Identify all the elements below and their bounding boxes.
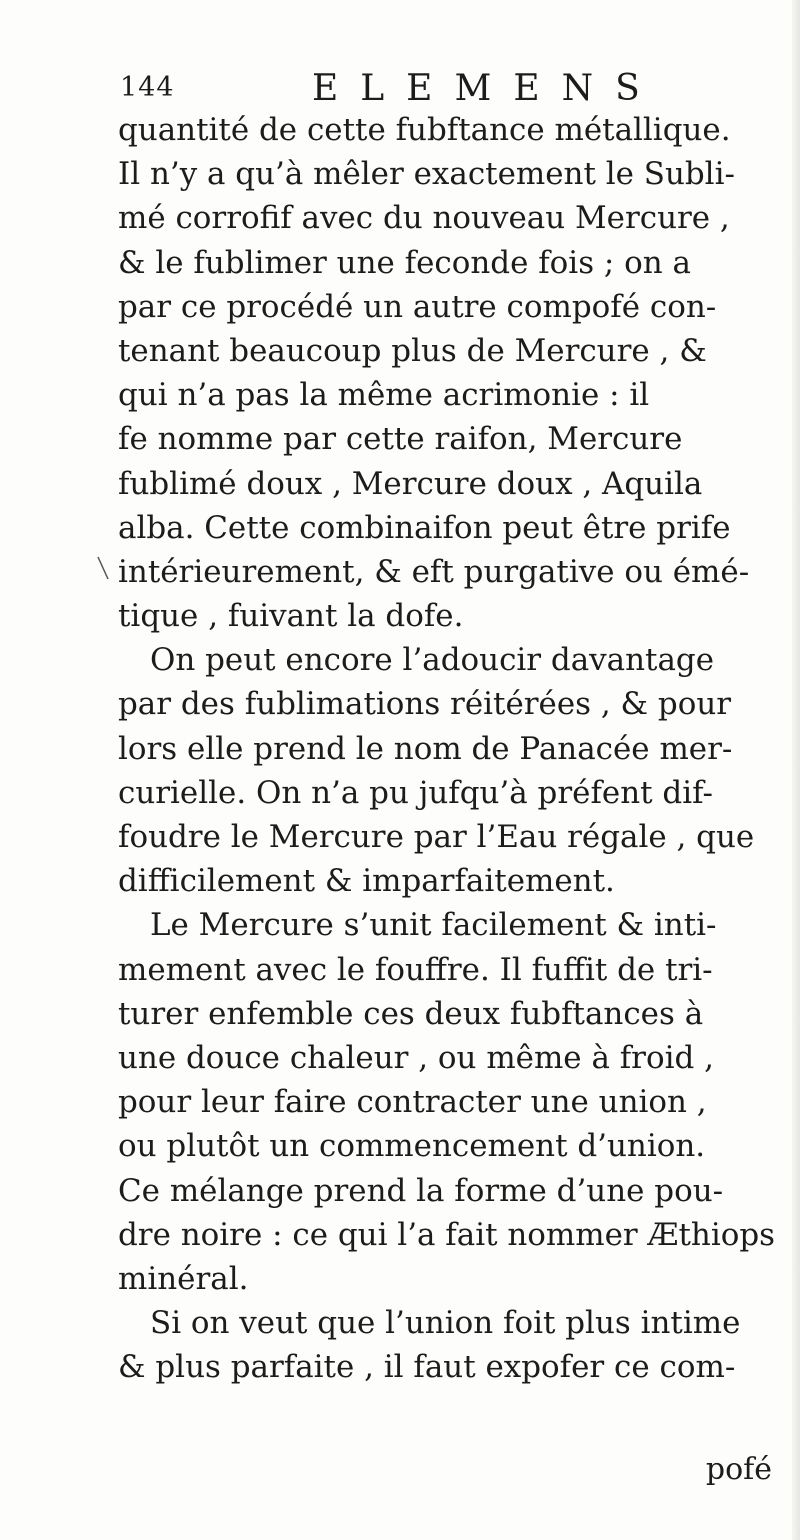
- page-header: [120, 68, 680, 112]
- text-line: & plus parfaite , il faut expofer ce com-: [118, 1349, 736, 1386]
- text-line: Ce mélange prend la forme d’une pou-: [118, 1172, 724, 1209]
- text-line: quantité de cette fubftance métallique.: [118, 112, 731, 148]
- text-line: foudre le Mercure par l’Eau régale , que: [118, 819, 755, 855]
- text-line: On peut encore l’adoucir davantage: [150, 642, 715, 679]
- text-line: ou plutôt un commencement d’union.: [118, 1128, 706, 1165]
- text-line: pour leur faire contracter une union ,: [118, 1084, 707, 1121]
- text-line: & le fublimer une feconde fois ; on a: [118, 244, 691, 281]
- catchword: pofé: [705, 1452, 772, 1487]
- body-text: [118, 108, 798, 1389]
- text-line: lors elle prend le nom de Panacée mer-: [118, 730, 733, 767]
- text-line: turer enfemble ces deux fubftances à: [118, 995, 704, 1032]
- text-line: qui n’a pas la même acrimonie : il: [118, 377, 650, 414]
- text-line: minéral.: [118, 1260, 249, 1297]
- text-line: alba. Cette combinaifon peut être prife: [118, 509, 731, 546]
- text-line: Si on veut que l’union foit plus intime: [150, 1305, 741, 1342]
- text-line: par ce procédé un autre compofé con-: [118, 288, 717, 325]
- text-line: curielle. On n’a pu jufqu’à préfent dif-: [118, 774, 713, 811]
- text-line: Le Mercure s’unit facilement & inti-: [150, 907, 717, 944]
- text-line: fublimé doux , Mercure doux , Aquila: [118, 465, 703, 502]
- text-line: par des fublimations réitérées , & pour: [118, 686, 732, 723]
- running-head: ELEMENS: [312, 68, 662, 109]
- text-line: Il n’y a qu’à mêler exactement le Subli-: [118, 156, 735, 193]
- text-line: fe nomme par cette raifon, Mercure: [118, 421, 683, 458]
- text-line: intérieurement, & eft purgative ou émé-: [118, 553, 750, 590]
- text-line: tenant beaucoup plus de Mercure , &: [118, 332, 707, 369]
- text-line: mé corrofif avec du nouveau Mercure ,: [118, 200, 730, 237]
- margin-mark: [96, 555, 110, 581]
- page-number: 144: [120, 72, 175, 103]
- text-line: mement avec le fouffre. Il fuffit de tri-: [118, 951, 713, 988]
- text-line: dre noire : ce qui l’a fait nommer Æthiops: [118, 1216, 776, 1253]
- text-line: difficilement & imparfaitement.: [118, 863, 615, 900]
- text-line: une douce chaleur , ou même à froid ,: [118, 1039, 714, 1076]
- text-line: tique , fuivant la dofe.: [118, 598, 464, 635]
